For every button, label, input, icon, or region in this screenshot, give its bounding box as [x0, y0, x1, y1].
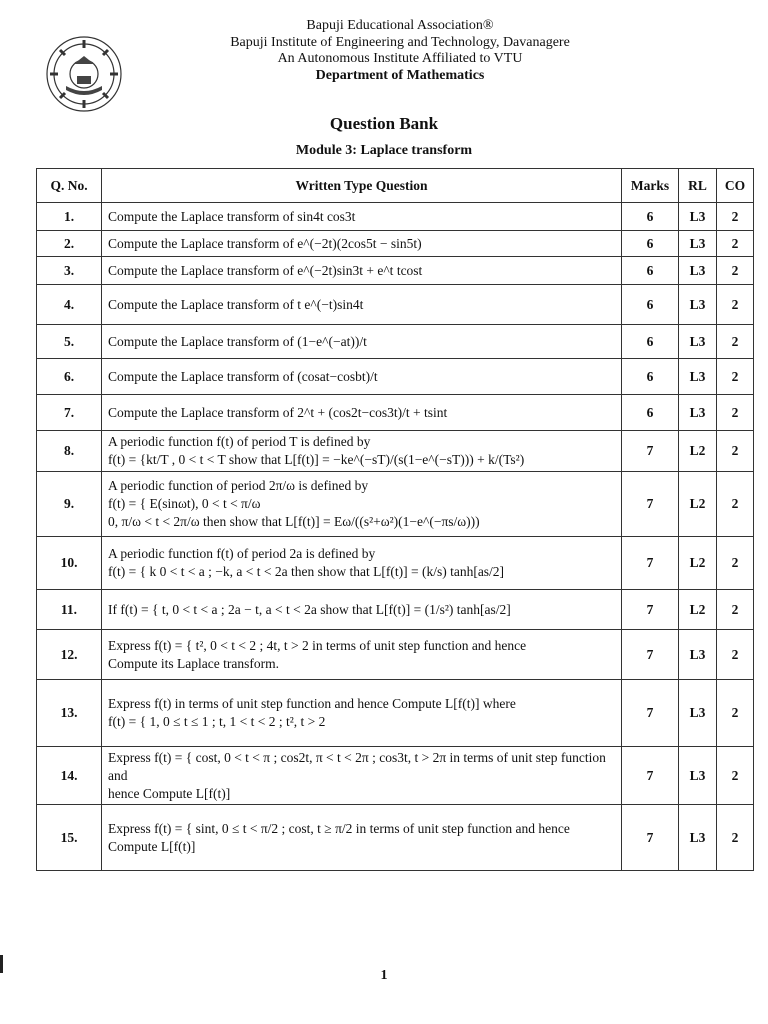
col-qno-header: Q. No. — [37, 169, 102, 203]
question-rl: L3 — [679, 805, 717, 871]
question-line: hence Compute L[f(t)] — [108, 785, 231, 801]
question-marks: 7 — [622, 537, 679, 590]
table-row — [37, 680, 754, 747]
col-question-header: Written Type Question — [102, 169, 622, 203]
question-line: Express f(t) in terms of unit step function and hence Compute L[f(t)] where — [108, 696, 516, 711]
page-title: Question Bank — [329, 114, 439, 133]
table-row — [37, 285, 754, 325]
table-row — [37, 805, 754, 871]
question-co: 2 — [717, 805, 754, 871]
question-text — [102, 231, 622, 257]
question-number: 6. — [37, 359, 102, 395]
table-row — [37, 590, 754, 630]
question-co: 2 — [717, 325, 754, 359]
question-line: f(t) = { E(sinωt), 0 < t < π/ω — [108, 496, 261, 511]
question-number: 1. — [37, 203, 102, 231]
question-marks: 6 — [622, 257, 679, 285]
question-line: Express f(t) = { t², 0 < t < 2 ; 4t, t > 2 in terms of unit step function and hence — [108, 637, 527, 653]
question-text — [102, 805, 622, 871]
question-number: 15. — [37, 805, 102, 871]
question-rl: L3 — [679, 359, 717, 395]
question-table — [36, 168, 754, 871]
question-co: 2 — [717, 359, 754, 395]
affiliation-line: An Autonomous Institute Affiliated to VTU — [277, 51, 523, 66]
question-line: 0, π/ω < t < 2π/ω then show that L[f(t)] = Eω/((s²+ω²)(1−e^(−πs/ω))) — [108, 514, 480, 529]
col-rl-header: RL — [679, 169, 717, 203]
question-text — [102, 472, 622, 537]
question-text — [102, 359, 622, 395]
table-row — [37, 630, 754, 680]
question-text — [102, 537, 622, 590]
question-text — [102, 203, 622, 231]
question-rl: L3 — [679, 231, 717, 257]
question-number: 5. — [37, 325, 102, 359]
question-rl: L3 — [679, 257, 717, 285]
question-co: 2 — [717, 431, 754, 472]
question-number: 9. — [37, 472, 102, 537]
department-name: Department of Mathematics — [315, 67, 485, 83]
question-marks: 7 — [622, 590, 679, 630]
question-line: Compute its Laplace transform. — [108, 655, 279, 671]
question-rl: L3 — [679, 680, 717, 747]
table-row — [37, 325, 754, 359]
question-rl: L3 — [679, 325, 717, 359]
question-line: If f(t) = { t, 0 < t < a ; 2a − t, a < t < 2a show that L[f(t)] = (1/s²) tanh[as/2] — [108, 601, 511, 617]
question-number: 12. — [37, 630, 102, 680]
question-co: 2 — [717, 590, 754, 630]
institute-logo — [44, 34, 124, 114]
question-marks: 7 — [622, 747, 679, 805]
question-rl: L2 — [679, 537, 717, 590]
table-row — [37, 203, 754, 231]
col-marks-header: Marks — [622, 169, 679, 203]
question-text — [102, 325, 622, 359]
question-line: Compute the Laplace transform of (cosat−cosbt)/t — [108, 368, 378, 384]
question-line: A periodic function f(t) of period 2a is defined by — [108, 546, 376, 561]
question-co: 2 — [717, 537, 754, 590]
page-number: 1 — [380, 968, 388, 983]
question-rl: L2 — [679, 472, 717, 537]
question-number: 7. — [37, 395, 102, 431]
question-text — [102, 630, 622, 680]
question-rl: L2 — [679, 431, 717, 472]
col-co-header: CO — [717, 169, 754, 203]
question-rl: L3 — [679, 395, 717, 431]
question-number: 14. — [37, 747, 102, 805]
question-text — [102, 431, 622, 472]
question-marks: 7 — [622, 680, 679, 747]
question-co: 2 — [717, 395, 754, 431]
question-line: Express f(t) = { sint, 0 ≤ t < π/2 ; cost, t ≥ π/2 in terms of unit step function and hence — [108, 820, 570, 836]
question-number: 11. — [37, 590, 102, 630]
question-line: Express f(t) = { cost, 0 < t < π ; cos2t, π < t < 2π ; cos3t, t > 2π in terms of unit step function and — [108, 749, 606, 783]
table-row — [37, 431, 754, 472]
table-row — [37, 472, 754, 537]
institution-header — [180, 18, 620, 84]
question-marks: 6 — [622, 395, 679, 431]
question-co: 2 — [717, 747, 754, 805]
question-co: 2 — [717, 680, 754, 747]
question-marks: 7 — [622, 630, 679, 680]
table-row — [37, 359, 754, 395]
question-marks: 6 — [622, 231, 679, 257]
question-rl: L3 — [679, 630, 717, 680]
question-text — [102, 590, 622, 630]
question-number: 8. — [37, 431, 102, 472]
institute-name: Bapuji Institute of Engineering and Technology, Davanagere — [230, 34, 570, 50]
question-co: 2 — [717, 257, 754, 285]
question-line: f(t) = { 1, 0 ≤ t ≤ 1 ; t, 1 < t < 2 ; t², t > 2 — [108, 714, 326, 729]
question-line: Compute L[f(t)] — [108, 838, 196, 854]
question-co: 2 — [717, 203, 754, 231]
question-number: 10. — [37, 537, 102, 590]
question-rl: L3 — [679, 203, 717, 231]
question-line: Compute the Laplace transform of 2^t + (cos2t−cos3t)/t + tsint — [108, 404, 448, 420]
question-line: f(t) = { k 0 < t < a ; −k, a < t < 2a then show that L[f(t)] = (k/s) tanh[as/2] — [108, 564, 505, 579]
question-rl: L3 — [679, 285, 717, 325]
question-line: Compute the Laplace transform of e^(−2t)(2cos5t − sin5t) — [108, 235, 422, 251]
association-name: Bapuji Educational Association® — [306, 18, 494, 33]
question-co: 2 — [717, 472, 754, 537]
question-line: A periodic function of period 2π/ω is defined by — [108, 478, 369, 493]
question-marks: 6 — [622, 325, 679, 359]
table-row — [37, 537, 754, 590]
question-rl: L2 — [679, 590, 717, 630]
table-row — [37, 395, 754, 431]
question-line: f(t) = {kt/T , 0 < t < T show that L[f(t)] = −ke^(−sT)/(s(1−e^(−sT))) + k/(Ts²) — [108, 452, 525, 467]
question-marks: 7 — [622, 805, 679, 871]
question-co: 2 — [717, 285, 754, 325]
table-row — [37, 747, 754, 805]
question-line: Compute the Laplace transform of t e^(−t)sin4t — [108, 296, 364, 312]
question-text — [102, 680, 622, 747]
question-table-body — [37, 203, 754, 871]
question-line: Compute the Laplace transform of sin4t cos3t — [108, 208, 356, 224]
question-number: 13. — [37, 680, 102, 747]
question-text — [102, 285, 622, 325]
question-number: 2. — [37, 231, 102, 257]
question-co: 2 — [717, 630, 754, 680]
question-line: Compute the Laplace transform of e^(−2t)sin3t + e^t tcost — [108, 262, 423, 278]
question-co: 2 — [717, 231, 754, 257]
question-number: 3. — [37, 257, 102, 285]
question-rl: L3 — [679, 747, 717, 805]
question-marks: 6 — [622, 203, 679, 231]
question-marks: 7 — [622, 431, 679, 472]
question-marks: 6 — [622, 359, 679, 395]
question-marks: 6 — [622, 285, 679, 325]
table-header-row — [37, 169, 754, 203]
table-row — [37, 257, 754, 285]
question-marks: 7 — [622, 472, 679, 537]
question-text — [102, 747, 622, 805]
table-row — [37, 231, 754, 257]
question-text — [102, 395, 622, 431]
module-subtitle: Module 3: Laplace transform — [295, 143, 473, 158]
question-line: Compute the Laplace transform of (1−e^(−at))/t — [108, 333, 367, 349]
question-line: A periodic function f(t) of period T is defined by — [108, 434, 371, 449]
question-number: 4. — [37, 285, 102, 325]
question-text — [102, 257, 622, 285]
